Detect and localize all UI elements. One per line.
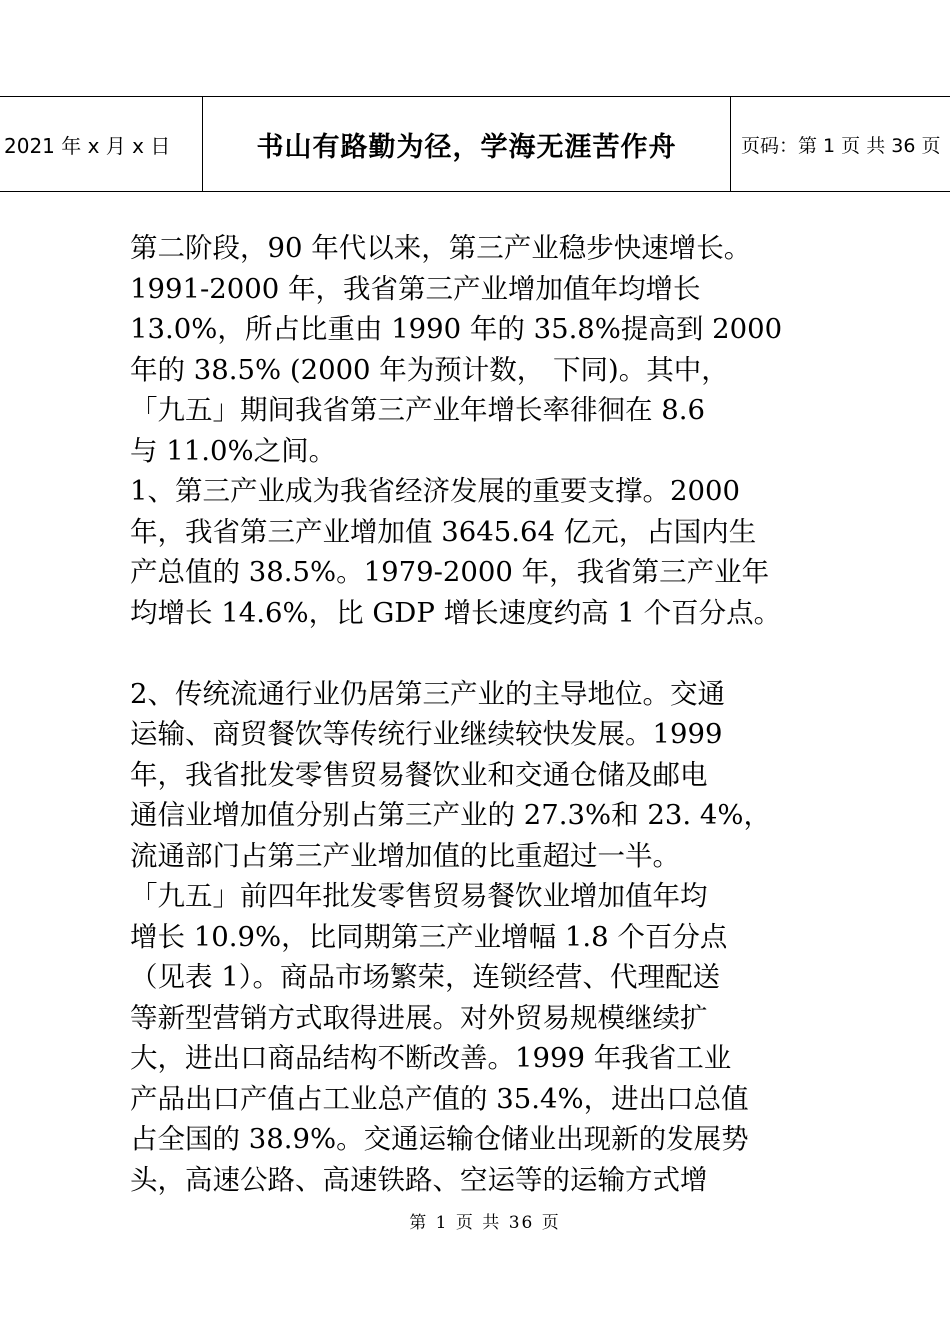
text-line: 年，我省第三产业增加值 3645.64 亿元，占国内生 xyxy=(130,515,757,548)
text-line: 均增长 14.6%，比 GDP 增长速度约高 1 个百分点。 xyxy=(130,596,782,629)
body-text xyxy=(130,228,835,1200)
text-line: 年的 38.5% (2000 年为预计数， 下同)。其中， xyxy=(130,353,729,386)
text-line: 13.0%，所占比重由 1990 年的 35.8%提高到 2000 xyxy=(130,313,783,345)
text-line: 「九五」前四年批发零售贸易餐饮业增加值年均 xyxy=(130,880,708,912)
text-line: 流通部门占第三产业增加值的比重超过一半。 xyxy=(130,839,680,872)
text-line: 2、传统流通行业仍居第三产业的主导地位。交通 xyxy=(130,677,725,710)
text-line: 与 11.0%之间。 xyxy=(130,434,337,467)
text-line: （见表 1）。商品市场繁荣，连锁经营、代理配送 xyxy=(130,961,720,993)
header-page-info: 页码：第 1 页 共 36 页 xyxy=(730,97,950,191)
header-motto: 书山有路勤为径，学海无涯苦作舟 xyxy=(202,97,730,191)
text-line: 「九五」期间我省第三产业年增长率徘徊在 8.6 xyxy=(130,394,705,426)
text-line: 年，我省批发零售贸易餐饮业和交通仓储及邮电 xyxy=(130,758,708,791)
text-line: 产总值的 38.5%。1979-2000 年，我省第三产业年 xyxy=(130,556,770,588)
text-line: 1991-2000 年，我省第三产业增加值年均增长 xyxy=(130,272,701,305)
text-line: 1、第三产业成为我省经济发展的重要支撑。2000 xyxy=(130,475,740,507)
text-line: 大，进出口商品结构不断改善。1999 年我省工业 xyxy=(130,1042,732,1074)
footer-page-number: 第 1 页 共 36 页 xyxy=(409,1213,561,1233)
header-date: 2021 年 x 月 x 日 xyxy=(4,133,171,158)
page-footer xyxy=(0,1208,950,1233)
text-line: 头，高速公路、高速铁路、空运等的运输方式增 xyxy=(130,1163,708,1196)
paragraph-gap xyxy=(130,633,835,674)
text-line: 第二阶段，90 年代以来，第三产业稳步快速增长。 xyxy=(130,232,752,264)
text-line: 通信业增加值分别占第三产业的 27.3%和 23. 4%， xyxy=(130,799,771,831)
text-line: 等新型营销方式取得进展。对外贸易规模继续扩 xyxy=(130,1001,708,1034)
document-header xyxy=(0,96,950,192)
text-line: 运输、商贸餐饮等传统行业继续较快发展。1999 xyxy=(130,718,723,750)
text-line: 增长 10.9%，比同期第三产业增幅 1.8 个百分点 xyxy=(130,920,728,953)
text-line: 产品出口产值占工业总产值的 35.4%，进出口总值 xyxy=(130,1082,749,1115)
text-line: 占全国的 38.9%。交通运输仓储业出现新的发展势 xyxy=(130,1123,749,1155)
